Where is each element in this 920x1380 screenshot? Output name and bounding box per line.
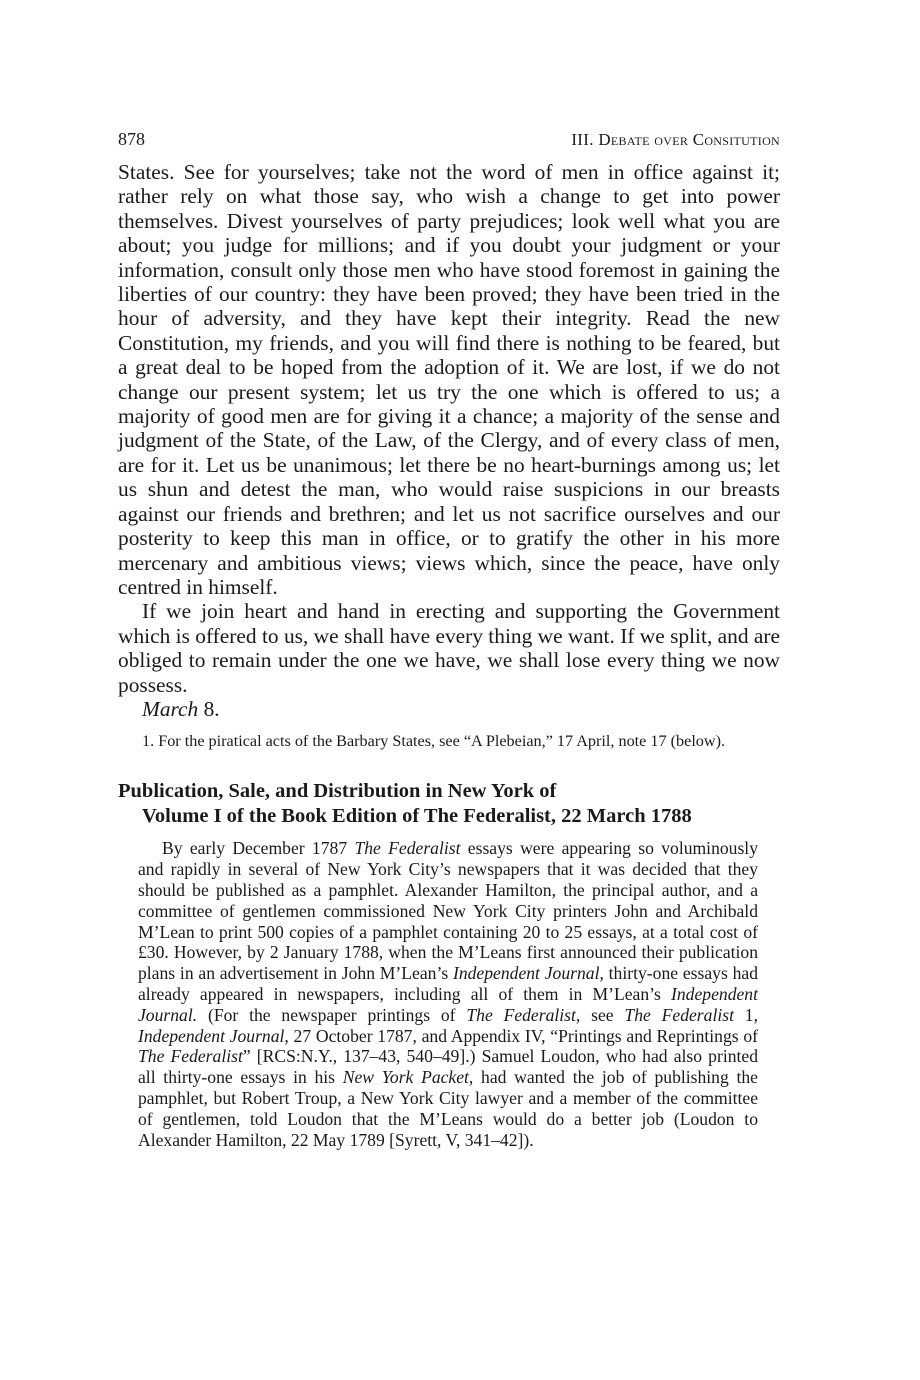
intro-text-8: ” [RCS:N.Y., 137–43, 540–49].) Samuel Loudon, who had also printed all thirty-one essays in his xyxy=(138,1046,759,1088)
dateline xyxy=(142,697,780,721)
intro-text-1: By early December 1787 xyxy=(162,838,355,859)
intro-italic-3: Independent Journal. xyxy=(138,983,758,1025)
footnote: 1. For the piratical acts of the Barbary States, see “A Plebeian,” 17 April, note 17 (below). xyxy=(142,732,726,751)
document-page xyxy=(118,118,780,1150)
editorial-intro xyxy=(138,838,758,1150)
page-number: 878 xyxy=(118,129,145,149)
intro-italic-2: Independent Journal, xyxy=(452,963,604,984)
intro-text-5: see xyxy=(580,1004,625,1025)
intro-text-3: thirty-one essays had already appeared in newspapers, including all of them in M’Lean’s xyxy=(138,963,758,1004)
intro-italic-8: New York Packet, xyxy=(342,1067,474,1088)
body-paragraph-1: States. See for yourselves; take not the word of men in office against it; rather rely on what those say, who wish a change to get into power themselves. Divest yourselves of party prejudices; look well what you are about; you judge for millions; and if you doubt your judgment or your information, consult only those men who have stood foremost in gaining the liberties of our country: they have been proved; they have been tried in the hour of adversity, and they have kept their integrity. Read the new Constitution, my friends, and you will find there is nothing to be feared, but a great deal to be hoped from the adoption of it. We are lost, if we do not change our present system; let us try the one which is offered to us; a majority of good men are for giving it a chance; a majority of the sense and judgment of the State, of the Law, of the Clergy, and of every class of men, are for it. Let us be unanimous; let there be no heart-burnings among us; let us shun and detest the man, who would raise suspicions in our breasts against our friends and brethren; and let us not sacrifice ourselves and our posterity to keep this man in office, or to gratify the other in his more mercenary and ambitious views; views which, since the peace, have only centred in himself. xyxy=(118,160,780,599)
intro-italic-7: The Federalist xyxy=(138,1046,243,1067)
running-title-prefix: III. xyxy=(571,130,599,149)
running-title-main: Debate over Consitution xyxy=(598,130,780,149)
running-header xyxy=(118,118,780,160)
intro-text-2: essays were appearing so voluminously and rapidly in several of New York City’s newspapers that it was decided that they should be published as a pamphlet. Alexander Hamilton, the principal author, and a committee of gentlemen commissioned New York City printers John and Archibald M’Lean to print 500 copies of a pamphlet containing 20 to 25 essays, at a total cost of £30. However, by 2 January 1788, when the M’Leans first announced their publication plans in an advertisement in John M’Lean’s xyxy=(138,838,758,984)
dateline-month: March xyxy=(142,696,199,721)
section-title-line2: Volume I of the Book Edition of The Federalist, 22 March 1788 xyxy=(142,804,692,827)
intro-text-4: (For the newspaper printings of xyxy=(197,1004,467,1025)
body-paragraph-2: If we join heart and hand in erecting and supporting the Government which is offered to us, we shall have every thing we want. If we split, and are obliged to remain under the one we have, we shall lose every thing we now possess. xyxy=(118,599,780,697)
intro-text-6: 1, xyxy=(733,1004,758,1025)
intro-italic-6: Independent Journal, xyxy=(138,1025,289,1046)
intro-text-7: 27 October 1787, and Appendix IV, “Printings and Reprintings of xyxy=(288,1025,759,1046)
intro-italic-4: The Federalist, xyxy=(466,1004,581,1025)
intro-text-9: had wanted the job of publishing the pamphlet, but Robert Troup, a New York City lawyer and a member of the committee of gentlemen, told Loudon that the M’Leans would do a better job (Loudon to Alexander Hamilton, 22 May 1789 [Syrett, V, 341–42]). xyxy=(138,1067,758,1150)
intro-italic-1: The Federalist xyxy=(354,838,461,859)
dateline-day: 8. xyxy=(203,696,220,721)
running-title xyxy=(571,119,780,161)
section-title xyxy=(118,779,780,828)
intro-italic-5: The Federalist xyxy=(624,1004,734,1025)
section-title-line1: Publication, Sale, and Distribution in New York of xyxy=(118,780,557,803)
